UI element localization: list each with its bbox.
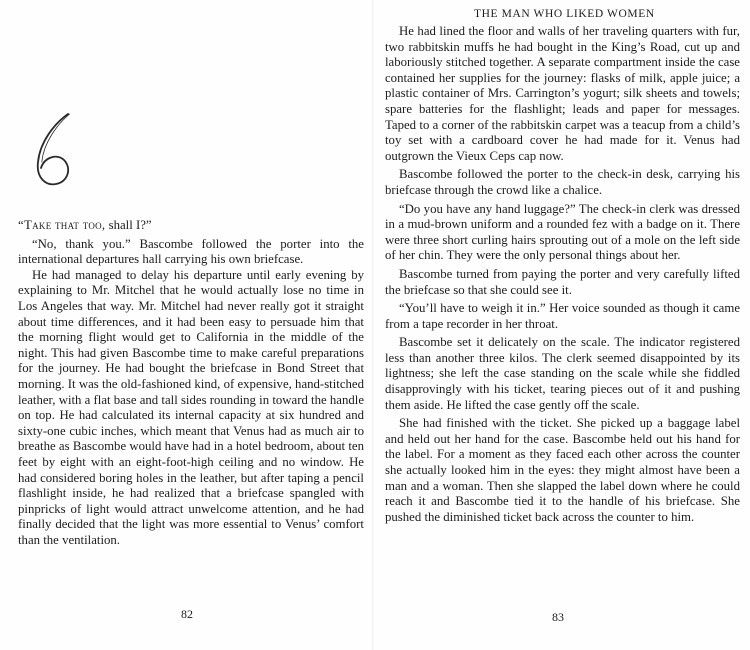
paragraph: She had finished with the ticket. She picked up a baggage label and held out her hand for the case. Bascombe held out his hand for the label. For a moment as they faced each other across the counter she actually looked him in the eyes: they might almost have been a man and a woman. Then she slapped the label down where he could reach it and Bascombe tied it to the handle of his briefcase. She pushed the diminished ticket back across the counter to him. (385, 416, 740, 524)
paragraph: Bascombe set it delicately on the scale. The indicator registered less than another three kilos. The clerk seemed disappointed by its lightness; she left the case standing on the scale while she fiddled disapprovingly with his ticket, tearing pieces out of it and pushing them aside. He lifted the case gently off the scale. (385, 335, 740, 412)
page-number-left: 82 (181, 607, 193, 621)
paragraph: “No, thank you.” Bascombe followed the porter into the international departures hall carrying his own briefcase. (18, 236, 364, 267)
paragraph: Bascombe followed the porter to the check-in desk, carrying his briefcase through the crowd like a chalice. (385, 167, 740, 197)
right-page-text (385, 24, 740, 528)
paragraph: “You’ll have to weigh it in.” Her voice sounded as though it came from a tape recorder in her throat. (385, 301, 740, 331)
paragraph: “Do you have any hand luggage?” The check-in clerk was dressed in a mud-brown uniform and a rounded fez with a badge on it. There were three short curling hairs sprouting out of a mole on the left side of her chin. They were the only personal things about her. (385, 201, 740, 263)
left-page-text (18, 218, 364, 548)
page-number-right: 83 (552, 610, 564, 624)
chapter-number (28, 110, 88, 190)
running-head: THE MAN WHO LIKED WOMEN (474, 8, 655, 20)
right-page (374, 0, 750, 650)
opening-line (18, 218, 364, 234)
left-page (0, 0, 372, 650)
paragraph: Bascombe turned from paying the porter and very carefully lifted the briefcase so that she could see it. (385, 266, 740, 297)
paragraph: He had lined the floor and walls of her traveling quarters with fur, two rabbitskin muffs he had bought in the King’s Road, cut up and laboriously stitched together. A separate compartment inside the case contained her supplies for the journey: flasks of milk, apple juice; a plastic container of Mrs. Carrington’s yogurt; silk sheets and towels; spare batteries for the flashlight; leads and paper for messages. Taped to a corner of the rabbitskin carpet was a teacup from a child’s toy set with a cardboard cover he had made for it. Venus had outgrown the Vieux Ceps cap now. (385, 24, 740, 163)
paragraph: He had managed to delay his departure until early evening by explaining to Mr. Mitchel that he would actually lose no time in Los Angeles that way. Mr. Mitchel had never really got it straight about time differences, and it had been easy to persuade him that the morning flight would get to California in the middle of the night. This had given Bascombe time to make careful preparations for the journey. He had bought the briefcase in Bond Street that morning. It was the old-fashioned kind, of expensive, hand-stitched leather, with a flat base and tall sides rounding in toward the handle on top. He had calculated its internal capacity at six hundred and sixty-one cubic inches, which meant that Venus had as much air to breathe as Bascombe would have had in a hotel bedroom, about ten feet by eight with an eight-foot-high ceiling and no window. He had considered boring holes in the leather, but after taping a pencil flashlight inside, he had realized that a briefcase spangled with pinpricks of light would attract unwelcome attention, and he had finally decided that the light was more essential to Venus’ comfort than the ventilation. (18, 267, 364, 547)
opening-rest: shall I?” (105, 218, 152, 232)
opening-small-caps: “Take that too, (18, 218, 106, 232)
chapter-numeral-six (28, 110, 88, 190)
